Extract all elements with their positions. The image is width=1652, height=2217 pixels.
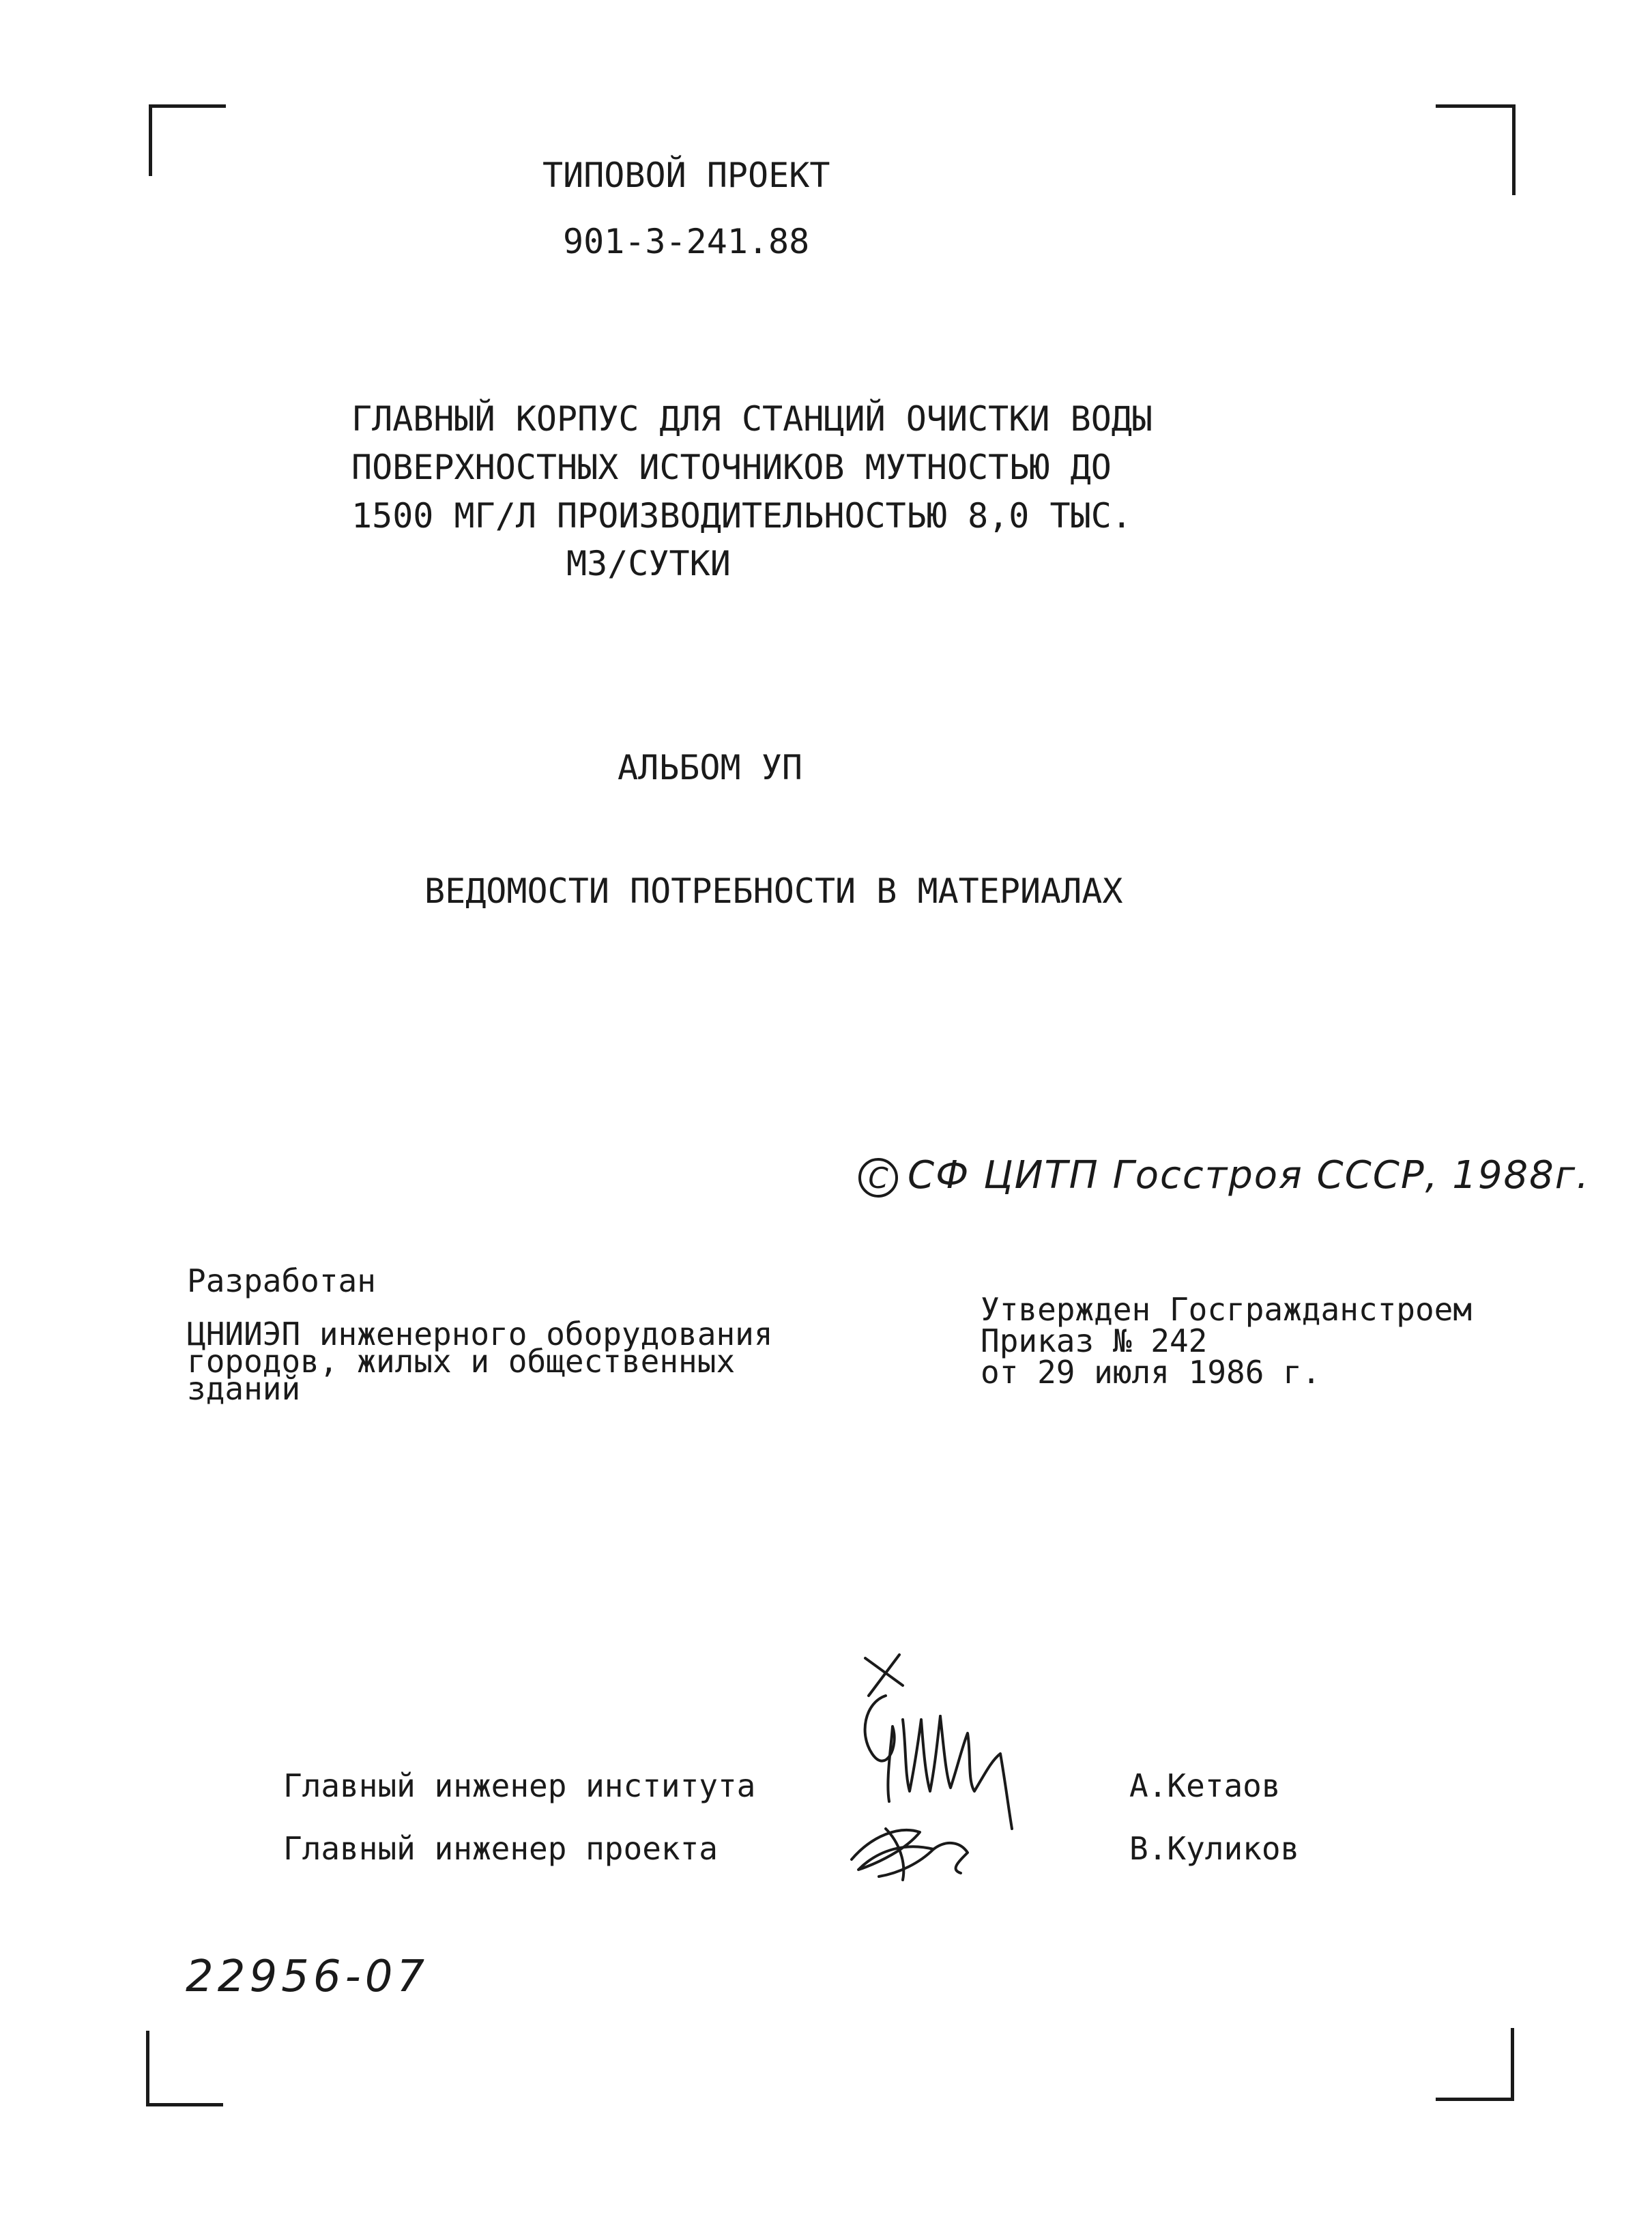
developed-label: Разработан: [187, 1262, 376, 1299]
corner-mark-top-right: [1436, 104, 1516, 195]
signatory-role: Главный инженер проекта: [283, 1830, 718, 1867]
copyright-stamp: СФ ЦИТП Госстроя СССР, 1988г.: [908, 1153, 1590, 1198]
signatory-name: А.Кетаов: [1129, 1767, 1281, 1804]
developer-line: зданий: [187, 1370, 301, 1407]
developer-line: городов, жилых и общественных: [187, 1343, 736, 1380]
album-label: АЛЬБОМ УП: [618, 748, 802, 787]
project-type: ТИПОВОЙ ПРОЕКТ: [542, 156, 830, 195]
document-subtitle: ВЕДОМОСТИ ПОТРЕБНОСТИ В МАТЕРИАЛАХ: [424, 871, 1123, 911]
corner-mark-bottom-right: [1436, 2028, 1514, 2101]
corner-mark-bottom-left: [146, 2031, 223, 2106]
project-number: 901-3-241.88: [563, 222, 810, 261]
copyright-icon: С: [858, 1158, 898, 1198]
inventory-number: 22956-07: [186, 1952, 429, 2002]
title-line: 1500 МГ/Л ПРОИЗВОДИТЕЛЬНОСТЬЮ 8,0 ТЫС.: [351, 496, 1132, 536]
signature-image: [838, 1644, 1097, 1904]
approval-line: от 29 июля 1986 г.: [981, 1354, 1321, 1391]
title-line: МЗ/СУТКИ: [566, 544, 731, 583]
title-line: ПОВЕРХНОСТНЫХ ИСТОЧНИКОВ МУТНОСТЬЮ ДО: [351, 448, 1112, 487]
corner-mark-top-left: [149, 104, 226, 176]
title-line: ГЛАВНЫЙ КОРПУС ДЛЯ СТАНЦИЙ ОЧИСТКИ ВОДЫ: [351, 399, 1153, 439]
signatory-role: Главный инженер института: [283, 1767, 756, 1804]
developer-line: ЦНИИЭП инженерного оборудования: [187, 1316, 773, 1352]
approval-line: Приказ № 242: [981, 1322, 1208, 1359]
signatory-name: В.Куликов: [1129, 1830, 1300, 1867]
approval-line: Утвержден Госгражданстроем: [981, 1291, 1473, 1328]
